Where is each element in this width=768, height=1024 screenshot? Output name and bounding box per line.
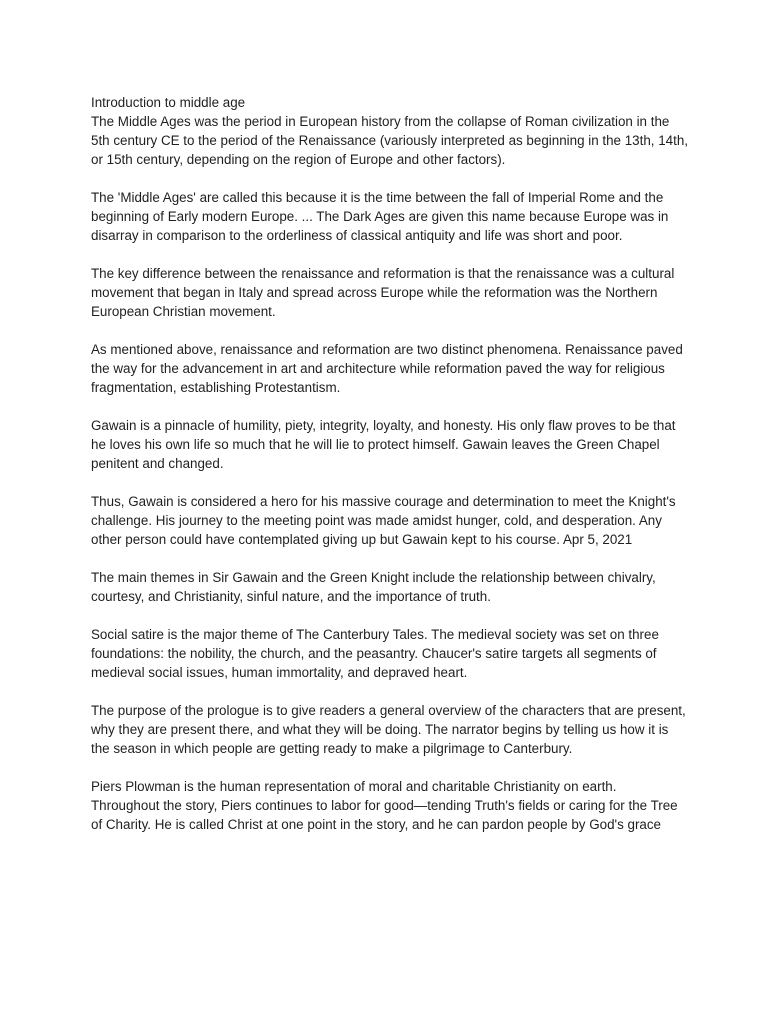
paragraph: The main themes in Sir Gawain and the Green Knight include the relationship between chivalry, courtesy, and Christianity, sinful nature, and the importance of truth. bbox=[91, 570, 656, 604]
paragraph: Thus, Gawain is considered a hero for his massive courage and determination to meet the Knight's challenge. His journey to the meeting point was made amidst hunger, cold, and desperation. Any other person could have contemplated giving up but Gawain kept to his course. Apr 5, 2021 bbox=[91, 494, 676, 547]
paragraph: Gawain is a pinnacle of humility, piety, integrity, loyalty, and honesty. His only flaw proves to be that he loves his own life so much that he will lie to protect himself. Gawain leaves the Green Chapel penitent and changed. bbox=[91, 418, 676, 471]
paragraph: The Middle Ages was the period in European history from the collapse of Roman civilization in the 5th century CE to the period of the Renaissance (variously interpreted as beginning in the 13th, 14th, or 15th century, depending on the region of Europe and other factors). bbox=[91, 114, 688, 167]
paragraph: Social satire is the major theme of The Canterbury Tales. The medieval society was set on three foundations: the nobility, the church, and the peasantry. Chaucer's satire targets all segments of medieval social issues, human immortality, and depraved heart. bbox=[91, 627, 659, 680]
paragraph: As mentioned above, renaissance and reformation are two distinct phenomena. Renaissance paved the way for the advancement in art and architecture while reformation paved the way for religious fragmentation, establishing Protestantism. bbox=[91, 342, 683, 395]
document-title: Introduction to middle age bbox=[91, 95, 246, 110]
paragraph: Piers Plowman is the human representation of moral and charitable Christianity on earth. Throughout the story, Piers continues to labor for good—tending Truth's fields or caring for the Tree of Charity. He is called Christ at one point in the story, and he can pardon people by God's grace bbox=[91, 779, 678, 832]
paragraph: The purpose of the prologue is to give readers a general overview of the characters that are present, why they are present there, and what they will be doing. The narrator begins by telling us how it is the season in which people are getting ready to make a pilgrimage to Canterbury. bbox=[91, 703, 686, 756]
paragraph: The 'Middle Ages' are called this because it is the time between the fall of Imperial Rome and the beginning of Early modern Europe. ... The Dark Ages are given this name because Europe was in disarray in comparison to the orderliness of classical antiquity and life was short and poor. bbox=[91, 190, 669, 243]
paragraph: The key difference between the renaissance and reformation is that the renaissance was a cultural movement that began in Italy and spread across Europe while the reformation was the Northern European Christian movement. bbox=[91, 266, 675, 319]
